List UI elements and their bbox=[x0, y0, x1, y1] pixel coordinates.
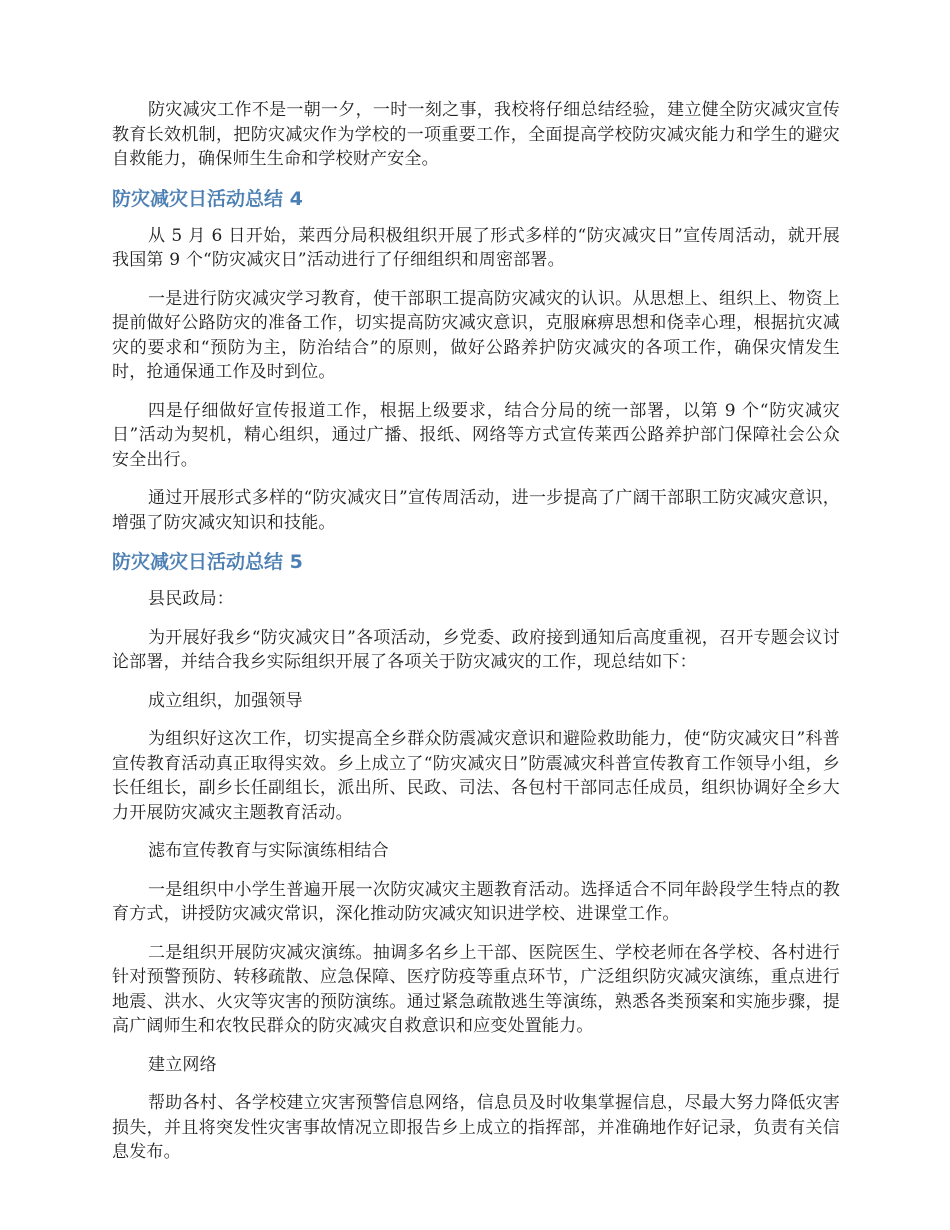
section-5-paragraph: 二是组织开展防灾减灾演练。抽调多名乡上干部、医院医生、学校老师在各学校、各村进行针对预警预防、转移疏散、应急保障、医疗防疫等重点环节，广泛组织防灾减灾演练，重点进行地震、洪水、火灾等灾害的预防演练。通过紧急疏散逃生等演练，熟悉各类预案和实施步骤，提高广阔师生和农牧民群众的防灾减灾自救意识和应变处置能力。 bbox=[112, 942, 840, 1036]
section-5-addressee: 县民政局： bbox=[148, 589, 234, 609]
section-4-paragraph: 通过开展形式多样的“防灾减灾日”宣传周活动，进一步提高了广阔干部职工防灾减灾意识，增强了防灾减灾知识和技能。 bbox=[112, 488, 840, 533]
section-4-title: 防灾减灾日活动总结 4 bbox=[112, 187, 303, 210]
document-page bbox=[112, 98, 840, 1179]
section-4-paragraph: 一是进行防灾减灾学习教育，使干部职工提高防灾减灾的认识。从思想上、组织上、物资上提前做好公路防灾的准备工作，切实提高防灾减灾意识，克服麻痹思想和侥幸心理，根据抗灾减灾的要求和“预防为主，防治结合”的原则，做好公路养护防灾减灾的各项工作，确保灾情发生时，抢通保通工作及时到位。 bbox=[112, 288, 840, 382]
section-5-paragraph: 为组织好这次工作，切实提高全乡群众防震减灾意识和避险救助能力，使“防灾减灾日”科普宣传教育活动真正取得实效。乡上成立了“防灾减灾日”防震减灾科普宣传教育工作领导小组，乡长任组长，副乡长任副组长，派出所、民政、司法、各包村干部同志任成员，组织协调好全乡大力开展防灾减灾主题教育活动。 bbox=[112, 729, 840, 823]
section-5-subheading: 建立网络 bbox=[148, 1054, 217, 1075]
section-5-paragraph: 一是组织中小学生普遍开展一次防灾减灾主题教育活动。选择适合不同年龄段学生特点的教育方式，讲授防灾减灾常识，深化推动防灾减灾知识进学校、进课堂工作。 bbox=[112, 879, 840, 924]
intro-paragraph: 防灾减灾工作不是一朝一夕，一时一刻之事，我校将仔细总结经验，建立健全防灾减灾宣传教育长效机制，把防灾减灾作为学校的一项重要工作，全面提高学校防灾减灾能力和学生的避灾自救能力，确保师生生命和学校财产安全。 bbox=[112, 100, 840, 169]
section-5-paragraph: 为开展好我乡“防灾减灾日”各项活动，乡党委、政府接到通知后高度重视，召开专题会议讨论部署，并结合我乡实际组织开展了各项关于防灾减灾的工作，现总结如下： bbox=[112, 627, 840, 672]
section-5-subheading: 成立组织，加强领导 bbox=[148, 690, 303, 711]
section-5-title: 防灾减灾日活动总结 5 bbox=[112, 551, 303, 573]
section-4-paragraph: 从 5 月 6 日开始，莱西分局积极组织开展了形式多样的“防灾减灾日”宣传周活动，就开展我国第 9 个“防灾减灾日”活动进行了仔细组织和周密部署。 bbox=[112, 225, 840, 270]
section-5-paragraph: 帮助各村、各学校建立灾害预警信息网络，信息员及时收集掌握信息，尽最大努力降低灾害损失，并且将突发性灾害事故情况立即报告乡上成立的指挥部，并准确地作好记录，负责有关信息发布。 bbox=[112, 1093, 840, 1162]
section-5-subheading: 滤布宣传教育与实际演练相结合 bbox=[148, 841, 389, 861]
section-4-paragraph: 四是仔细做好宣传报道工作，根据上级要求，结合分局的统一部署，以第 9 个“防灾减灾日”活动为契机，精心组织，通过广播、报纸、网络等方式宣传莱西公路养护部门保障社会公众安全出行。 bbox=[112, 400, 840, 470]
